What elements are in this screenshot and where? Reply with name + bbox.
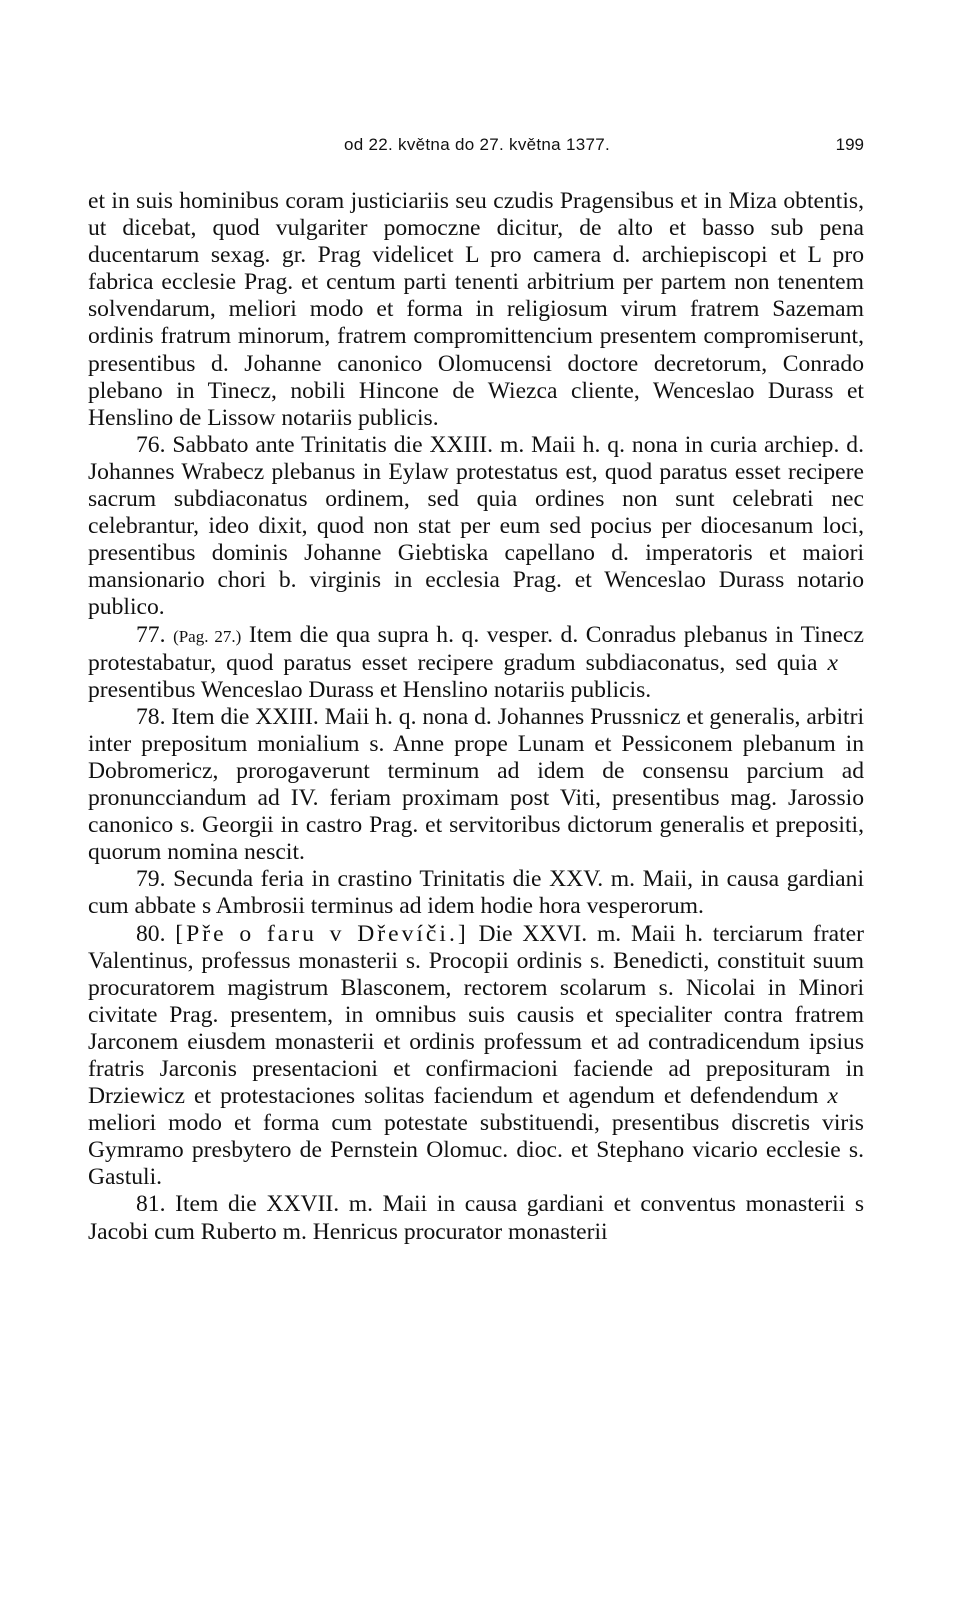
page-reference: (Pag. 27.) <box>173 626 242 646</box>
entry-80-text-end: meliori modo et forma cum potestate substituendi, presentibus discretis viris Gymramo presbytero de Pernstein Olomuc. dioc. et Stephano vicario ecclesie s. Gastuli. <box>88 1110 864 1191</box>
entry-80 <box>88 921 864 1192</box>
entry-77-text-end: presentibus Wenceslao Durass et Henslino notariis publicis. <box>88 676 652 703</box>
page-header <box>90 135 864 159</box>
entry-77 <box>88 622 864 704</box>
entry-80-text: Die XXVI. m. Maii h. terciarum frater Valentinus, professus monasterii s. Procopii ordinis s. Benedicti, constituit suum procuratorem magistrum Blasconem, rectorem scolarum s. Nicolai in Minori civitate Prag. presentem, in omnibus suis causis et specialiter contra fratrem Jarconem eiusdem monasterii et ordinis professum et ad contradicendum ipsius fratris Jarconis presentacioni et confirmacioni faciende ad preposituram in Drziewicz et protestaciones solitas faciendum et agendum et defendendum <box>88 920 864 1110</box>
entry-81: 81. Item die XXVII. m. Maii in causa gardiani et conventus monasterii s Jacobi cum Ruberto m. Henricus procurator monasterii <box>88 1191 864 1245</box>
page-number: 199 <box>835 135 864 154</box>
entry-80-number: 80. <box>136 920 166 947</box>
omission-mark: x <box>827 1083 838 1110</box>
running-title: od 22. května do 27. května 1377. <box>343 135 611 154</box>
entry-77-text: Item die qua supra h. q. vesper. d. Conradus plebanus in Tinecz protestabatur, quod paratus esset recipere gradum subdiaconatus, sed quia <box>88 621 865 676</box>
entry-79: 79. Secunda feria in crastino Trinitatis die XXV. m. Maii, in causa gardiani cum abbate s Ambrosii terminus ad idem hodie hora vesperorum. <box>88 866 864 920</box>
entry-78: 78. Item die XXIII. Maii h. q. nona d. Johannes Prussnicz et generalis, arbitri inter prepositum monialium s. Anne prope Lunam et Pessiconem plebanum in Dobromericz, prorogaverunt terminum ad idem de consensu parcium ad pronuncciandum ad IV. feriam proximam post Viti, presentibus mag. Jarossio canonico s. Georgii in castro Prag. et servitoribus dictorum generalis et prepositi, quorum nomina nescit. <box>88 703 864 866</box>
entry-77-number: 77. <box>136 621 166 648</box>
paragraph-continuation: et in suis hominibus coram justiciariis seu czudis Pragensibus et in Miza obtentis, ut dicebat, quod vulgariter pomoczne dicitur, de alto et basso sub pena ducentarum sexag. gr. Prag videlicet L pro camera d. archiepiscopi et L pro fabrica ecclesie Prag. et centum parti tenenti arbitrium per partem non tenentem solvendarum, meliori modo et forma in religiosum virum fratrem Sazemam ordinis fratrum minorum, fratrem compromittencium presentem compromiserunt, presentibus d. Johanne canonico Olomucensi doctore decretorum, Conrado plebano in Tinecz, nobili Hincone de Wiezca cliente, Wenceslao Durass et Henslino de Lissow notariis publicis. <box>88 188 864 431</box>
omission-mark: x <box>827 649 838 676</box>
entry-76: 76. Sabbato ante Trinitatis die XXIII. m. Maii h. q. nona in curia archiep. d. Johannes Wrabecz plebanus in Eylaw protestatus est, quod paratus esset recipere sacrum subdiaconatus ordinem, sed quia ordines non sunt celebrati nec celebrantur, ideo dixit, quod non stat per eum sed pocius per diocesanum loci, presentibus dominis Johanne Giebtiska capellano d. imperatoris et maiori mansionario chori b. virginis in ecclesia Prag. et Wenceslao Durass notario publico. <box>88 431 864 621</box>
entry-80-heading: [Pře o faru v Dřevíči.] <box>175 920 469 947</box>
page-body <box>88 188 864 1246</box>
